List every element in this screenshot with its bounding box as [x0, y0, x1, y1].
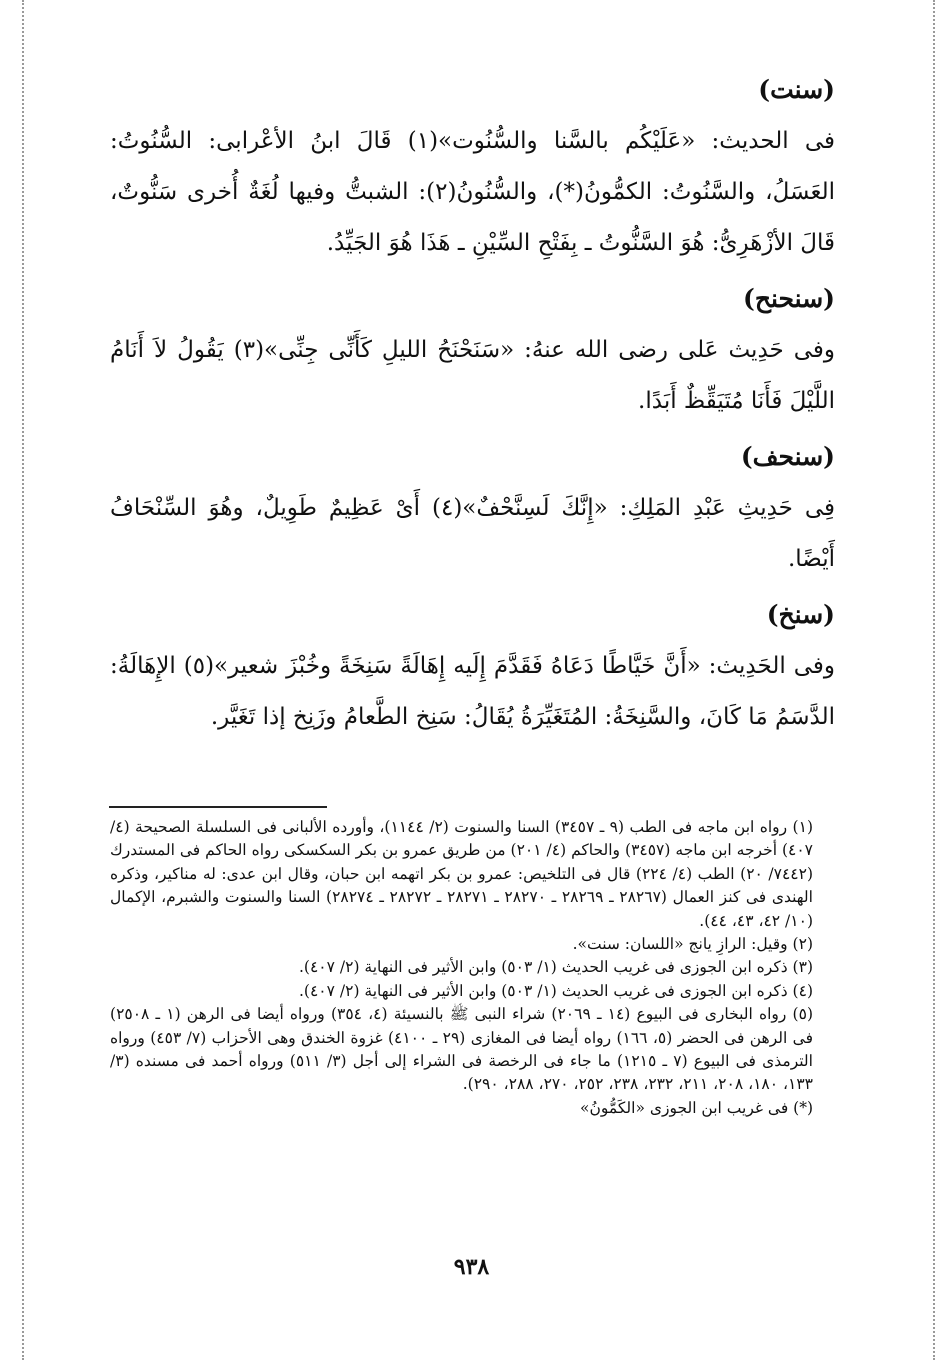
footnote-1: (١) رواه ابن ماجه فى الطب (٩ ـ ٣٤٥٧) السنا والسنوت (٢/ ١١٤٤)، وأورده الألبانى فى السلسلة الصحيحة (٤/ ٤٠٧) أخرجه ابن ماجه (٣٤٥٧) والحاكم (٤/ ٢٠١) من طريق عمرو بن بكر السكسكى رواه الحاكم فى المستدرك (٧٤٤٢/ ٢٠) الطب (٤/ ٢٢٤) قال فى التلخيص: عمرو بن بكر اتهمه ابن حبان، وقال ابن عدى: له مناكير، وذكره الهندى فى كنز العمال (٢٨٢٦٧ ـ ٢٨٢٦٩ ـ ٢٨٢٧٠ ـ ٢٨٢٧١ ـ ٢٨٢٧٢ ـ ٢٨٢٧٤) السنا والسنوت والشبرم، الإكمال (١٠/ ٤٢، ٤٣، ٤٤).: [110, 818, 813, 930]
entry-sanhaf: [110, 437, 835, 585]
footnote-4: (٤) ذكره ابن الجوزى فى غريب الحديث (١/ ٥٠٣) وابن الأثير فى النهاية (٢/ ٤٠٧).: [298, 981, 813, 1000]
entry-heading: (سنت): [758, 75, 835, 104]
entry-paragraph: فى الحديث: «عَلَيْكُم بالسَّنا والسُّنُوت»(١) قَالَ ابنُ الأعْرابى: السُّنُوتُ: العَسَلُ، والسَّنُوتُ: الكمُّونُ(*)، والسُّنُونُ(٢): الشبتُّ وفيها لُغَةٌ أُخرى سَنُّوتٌ، قَالَ الأزْهَرِىُّ: هُوَ السَّنُّوتُ ـ بِفَتْحِ السِّيْنِ ـ هَذَا هُوَ الجَيِّدُ.: [110, 128, 835, 256]
footnote-5: (٥) رواه البخارى فى البيوع (١٤ ـ ٢٠٦٩) شراء النبى ﷺ بالنسيئة (٤، ٣٥٤) ورواه أيضا فى الرهن (١ ـ ٢٥٠٨) فى الرهن فى الحضر (٥، ١٦٦) رواه أيضا فى المغازى (٢٩ ـ ٤١٠٠) غزوة الخندق وهى الأحزاب (٧/ ٤٥٣) ورواه الترمذى فى البيوع (٧ ـ ١٢١٥) ما جاء فى الرخصة فى الشراء إلى أجل (٣/ ٥١١) ورواه أحمد فى مسنده (٣/ ١٣٣، ١٨٠، ٢٠٨، ٢١١، ٢٣٢، ٢٣٨، ٢٥٢، ٢٧٠، ٢٨٨، ٢٩٠).: [110, 1005, 813, 1094]
entry-sunut: [110, 70, 835, 269]
entry-paragraph: وفى الحَدِيث: «أَنَّ خَيَّاطًا دَعَاهُ فَقَدَّمَ إِلَيه إِهَالَةً سَنِخَةً وخُبْزَ شعير»(٥) الإِهَالَةُ: الدَّسَمُ مَا كَانَ، والسَّنِخَةُ: المُتَغَيِّرَةُ يُقَالُ: سَنِخ الطَّعامُ وزَنِخ إذا تَغَيَّر.: [110, 653, 835, 730]
footnote-divider: [109, 806, 327, 808]
page-body: [110, 70, 835, 753]
entry-sanikh: [110, 595, 835, 743]
entry-heading: (سنحف): [740, 442, 835, 471]
footnotes: [110, 816, 835, 1120]
page-number: ٩٣٨: [453, 1254, 490, 1280]
scan-edge-left: [22, 0, 24, 1360]
footnote-star: (*) فى غريب ابن الجوزى «الكَمُّونُ»: [580, 1098, 813, 1117]
entry-paragraph: وفى حَدِيث عَلى رضى الله عنهُ: «سَنَحْنَحُ الليلِ كَأَنِّى جِنِّى»(٣) يَقُولُ لاَ أَنَامُ اللَّيْلَ فَأَنَا مُتَيَقِّظٌ أَبَدًا.: [110, 337, 835, 414]
entry-paragraph: فِى حَدِيثِ عَبْدِ المَلِكِ: «إِنَّكَ لَسِنَّحْفٌ»(٤) أَىْ عَظِيمٌ طَوِيلٌ، وهُوَ السِّنْحَافُ أَيْضًا.: [110, 495, 835, 572]
scan-edge-right: [933, 0, 935, 1360]
footnote-2: (٢) وقيل: الرازِ يانج «اللسان: سنت».: [572, 935, 813, 954]
entry-heading: (سنحنح): [743, 284, 835, 313]
entry-heading: (سنخ): [766, 600, 835, 629]
entry-sanhanah: [110, 279, 835, 427]
footnote-3: (٣) ذكره ابن الجوزى فى غريب الحديث (١/ ٥٠٣) وابن الأثير فى النهاية (٢/ ٤٠٧).: [298, 958, 813, 977]
